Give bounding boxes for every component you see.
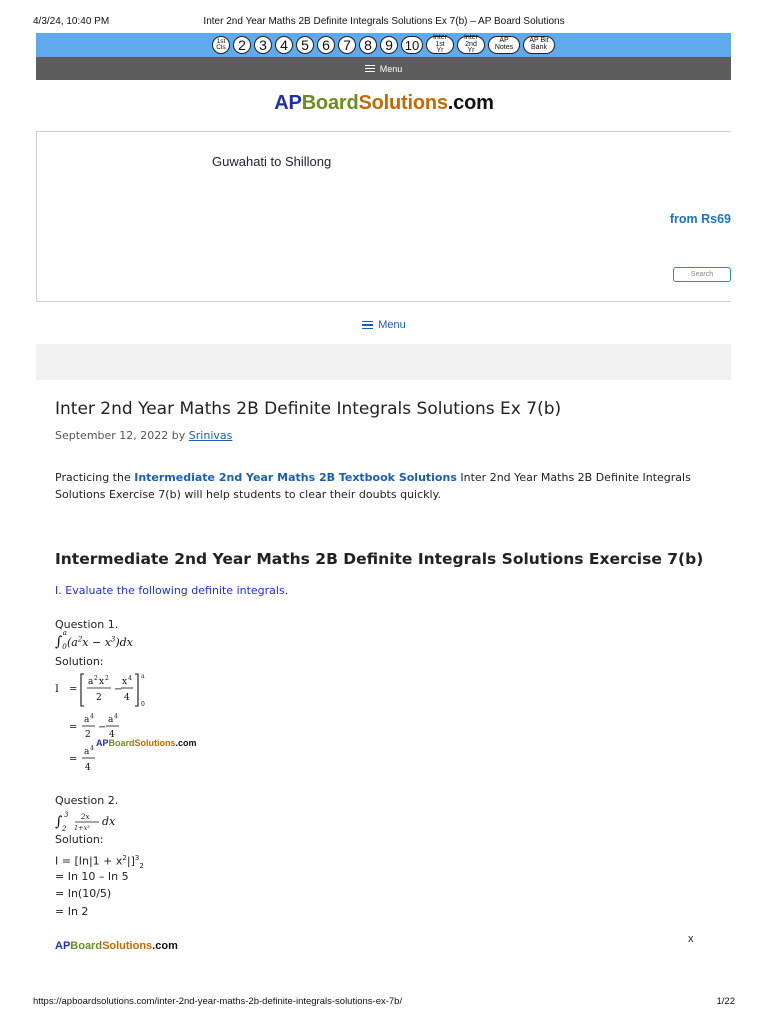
svg-text:4: 4: [90, 745, 94, 752]
class-nav-inter-2nd-yr[interactable]: Inter 2nd Yr: [457, 36, 485, 54]
hamburger-icon: [362, 321, 373, 330]
watermark-logo: APBoardSolutions.com: [96, 738, 197, 748]
question-1-integral: $\int_0^a(a^2x - x^3)dx$: [55, 629, 133, 652]
question-2-solution-label: Solution:: [55, 833, 104, 846]
ad-search-button[interactable]: Search: [673, 267, 731, 282]
close-ad-button[interactable]: x: [688, 933, 694, 945]
ad-banner[interactable]: [36, 131, 731, 302]
intro-prefix: Practicing the: [55, 471, 131, 484]
class-nav-ap-bit-bank[interactable]: AP Bit Bank: [523, 36, 555, 54]
svg-text:4: 4: [128, 675, 132, 682]
instruction-text: I. Evaluate the following definite integrals.: [55, 584, 289, 597]
svg-text:a: a: [141, 673, 145, 680]
svg-text:1+x²: 1+x²: [74, 824, 90, 832]
site-logo[interactable]: [0, 92, 768, 115]
article-date: September 12, 2022: [55, 429, 169, 442]
class-nav-10[interactable]: 10: [401, 36, 423, 54]
svg-text:4: 4: [114, 713, 118, 720]
svg-text:2: 2: [105, 675, 109, 682]
logo-solutions: Solutions: [358, 92, 448, 114]
print-page-title: Inter 2nd Year Maths 2B Definite Integrals Solutions Ex 7(b) – AP Board Solutions: [203, 16, 565, 27]
svg-text:I: I: [55, 684, 59, 695]
class-nav-3[interactable]: 3: [254, 36, 272, 54]
ad-price[interactable]: from Rs69: [669, 212, 731, 226]
question-2-label: Question 2.: [55, 794, 119, 807]
top-menu-label: Menu: [379, 63, 403, 74]
svg-text:4: 4: [85, 763, 91, 773]
print-url: https://apboardsolutions.com/inter-2nd-year-maths-2b-definite-integrals-solutions-ex-7b/: [33, 996, 403, 1007]
svg-text:∫: ∫: [55, 814, 63, 830]
svg-text:=: =: [69, 722, 78, 733]
class-nav-ap-notes[interactable]: AP Notes: [488, 36, 520, 54]
svg-text:2: 2: [94, 675, 98, 682]
class-nav-7[interactable]: 7: [338, 36, 356, 54]
class-nav-4[interactable]: 4: [275, 36, 293, 54]
article-by: by: [171, 429, 186, 442]
question-2-solution-line: = In(10/5): [55, 887, 112, 900]
question-1-solution-math: [55, 670, 225, 776]
main-menu-toggle[interactable]: [0, 319, 768, 331]
svg-text:2: 2: [85, 730, 91, 740]
textbook-solutions-link[interactable]: Intermediate 2nd Year Maths 2B Textbook Solutions: [134, 471, 457, 484]
section-heading: Intermediate 2nd Year Maths 2B Definite Integrals Solutions Exercise 7(b): [55, 550, 704, 568]
logo-board: Board: [301, 92, 359, 114]
print-page-number: 1/22: [716, 996, 735, 1007]
article-title: Inter 2nd Year Maths 2B Definite Integrals Solutions Ex 7(b): [55, 399, 562, 419]
svg-text:−: −: [98, 722, 107, 733]
question-2-solution-first-line: $I = [In|1 + x^2|]^3_2$: [55, 854, 144, 870]
article-intro: [55, 469, 715, 503]
class-nav-1st-cls[interactable]: 1st Cls: [212, 36, 230, 54]
class-nav-inter-1st-yr[interactable]: Inter 1st Yr: [426, 36, 454, 54]
svg-text:4: 4: [109, 730, 115, 740]
class-nav-2[interactable]: 2: [233, 36, 251, 54]
svg-text:a: a: [84, 715, 90, 725]
hamburger-icon: [365, 65, 375, 73]
svg-text:x: x: [99, 677, 105, 687]
svg-text:a: a: [84, 747, 90, 757]
question-2-solution-line: = In 10 – In 5: [55, 870, 129, 883]
svg-text:=: =: [69, 754, 78, 765]
svg-text:x: x: [122, 677, 128, 687]
question-1-solution-label: Solution:: [55, 655, 104, 668]
svg-text:4: 4: [90, 713, 94, 720]
logo-com: .com: [447, 92, 494, 114]
question-1-label: Question 1.: [55, 618, 119, 631]
print-timestamp: 4/3/24, 10:40 PM: [33, 16, 110, 27]
question-2-solution-line: = In 2: [55, 905, 89, 918]
class-nav-9[interactable]: 9: [380, 36, 398, 54]
ad-title: Guwahati to Shillong: [212, 154, 332, 169]
svg-text:−: −: [114, 684, 123, 695]
logo-ap: AP: [274, 92, 302, 114]
menu-link-label: Menu: [378, 319, 406, 331]
svg-text:2x: 2x: [81, 813, 90, 821]
class-nav-8[interactable]: 8: [359, 36, 377, 54]
bottom-ad-logo[interactable]: APBoardSolutions.com: [55, 940, 178, 952]
top-menu-bar[interactable]: [36, 57, 731, 80]
intro-suffix: Inter 2nd Year Maths 2B Definite Integrals Solutions Exercise 7(b) will help students to clear their doubts quickly.: [55, 471, 691, 501]
class-nav-5[interactable]: 5: [296, 36, 314, 54]
svg-text:3: 3: [64, 811, 69, 819]
svg-text:=: =: [69, 684, 78, 695]
question-2-integral: [55, 810, 135, 834]
svg-text:2: 2: [62, 825, 67, 833]
svg-text:0: 0: [141, 701, 145, 708]
svg-text:2: 2: [96, 693, 102, 703]
class-nav-bar: [36, 33, 731, 57]
article-meta: [55, 429, 715, 442]
svg-text:a: a: [88, 677, 94, 687]
svg-text:dx: dx: [102, 815, 116, 828]
svg-text:4: 4: [124, 693, 130, 703]
print-header: [0, 14, 768, 30]
author-link[interactable]: Srinivas: [188, 429, 233, 442]
class-nav-6[interactable]: 6: [317, 36, 335, 54]
svg-text:a: a: [108, 715, 114, 725]
ad-placeholder-strip: [36, 344, 731, 380]
